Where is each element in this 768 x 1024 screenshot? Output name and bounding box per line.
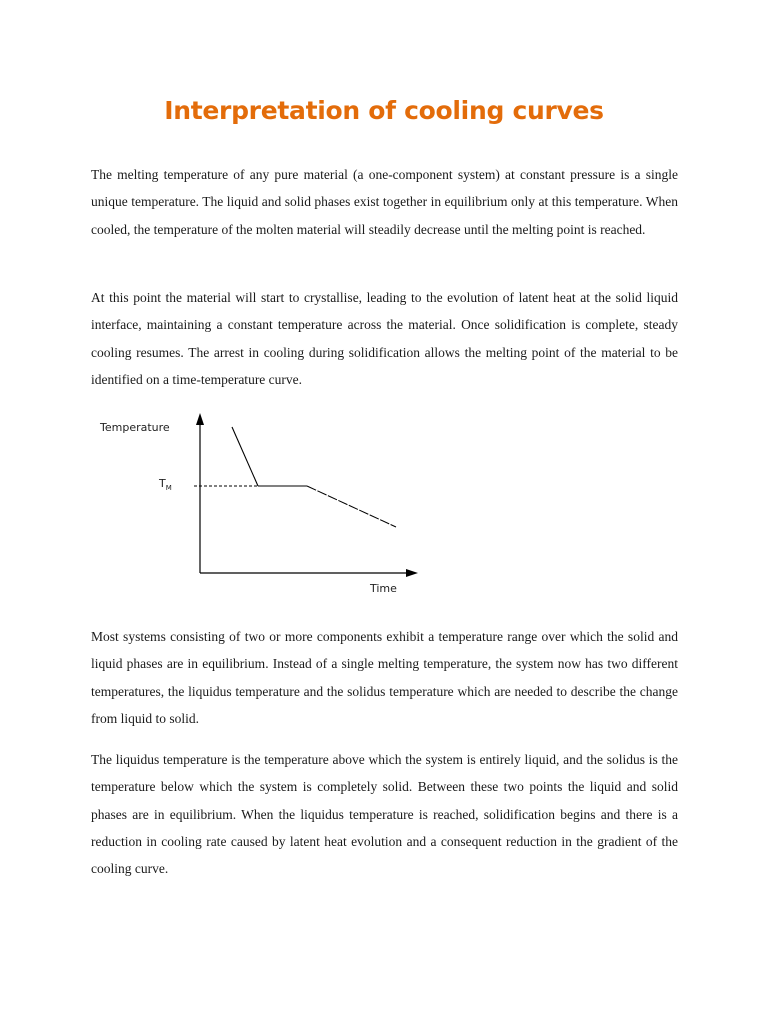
solid-cooling-segment (307, 486, 396, 527)
x-axis-arrowhead (406, 569, 418, 577)
tm-label-subscript: M (165, 484, 172, 493)
paragraph-multicomponent: Most systems consisting of two or more components exhibit a temperature range over which the solid and liquid phases are in equilibrium. Instead of a single melting temperature, the system now has two different temperatures, the liquidus temperature and the solidus temperature which are needed to describe the change from liquid to solid. (91, 629, 678, 726)
y-axis-label: Temperature (100, 421, 170, 434)
tm-label-main: T (159, 477, 166, 490)
page-title: Interpretation of cooling curves (164, 96, 604, 125)
y-axis-arrowhead (196, 413, 204, 425)
cooling-curve-figure (90, 405, 430, 605)
tm-label (159, 477, 172, 492)
x-axis-label: Time (370, 582, 397, 595)
paragraph-pure-melting: The melting temperature of any pure material (a one-component system) at constant pressure is a single unique temperature. The liquid and solid phases exist together in equilibrium only at this temperature. When cooled, the temperature of the molten material will steadily decrease until the melting point is reached. (91, 167, 678, 237)
cooling-curve-diagram (90, 405, 430, 605)
paragraph-crystallisation: At this point the material will start to crystallise, leading to the evolution of latent heat at the solid liquid interface, maintaining a constant temperature across the material. Once solidification is complete, steady cooling resumes. The arrest in cooling during solidification allows the melting point of the material to be identified on a time-temperature curve. (91, 290, 678, 387)
paragraph-liquidus-solidus: The liquidus temperature is the temperature above which the system is entirely liquid, and the solidus is the temperature below which the system is completely solid. Between these two points the liquid and solid phases are in equilibrium. When the liquidus temperature is reached, solidification begins and there is a reduction in cooling rate caused by latent heat evolution and a consequent reduction in the gradient of the cooling curve. (91, 752, 678, 877)
liquid-cooling-segment (232, 427, 258, 486)
